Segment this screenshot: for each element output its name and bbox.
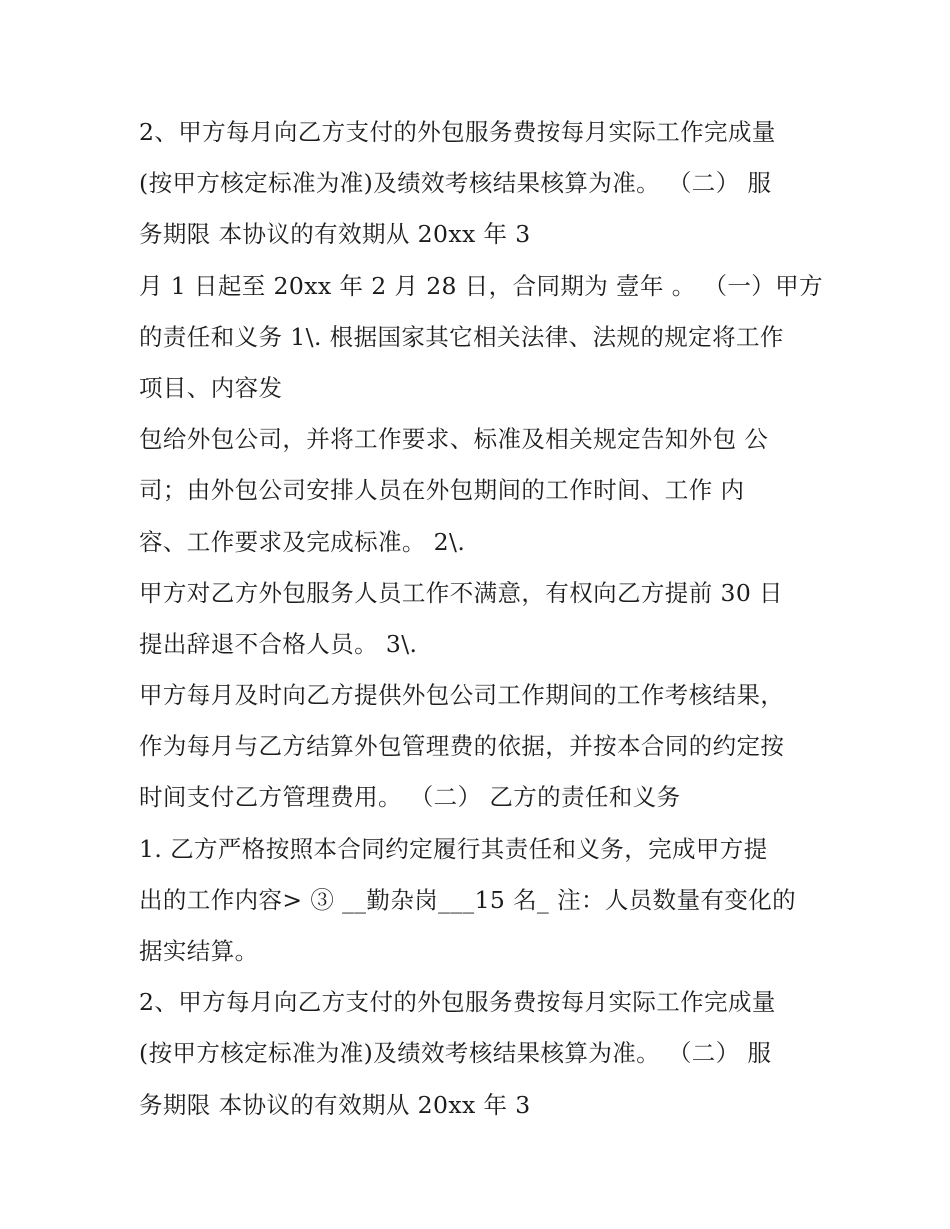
text-line: 项目、内容发	[139, 373, 283, 402]
text-line: 甲方每月及时向乙方提供外包公司工作期间的工作考核结果，	[139, 681, 785, 710]
document-body	[139, 107, 829, 1131]
text-line: (按甲方核定标准为准)及绩效考核结果核算为准。 （二） 服	[139, 1039, 772, 1068]
text-line: 包给外包公司，并将工作要求、标准及相关规定告知外包 公	[139, 425, 769, 454]
text-line: 甲方对乙方外包服务人员工作不满意，有权向乙方提前 30 日	[139, 578, 783, 607]
text-line: 据实结算。	[139, 937, 259, 965]
text-line: (按甲方核定标准为准)及绩效考核结果核算为准。 （二） 服	[139, 169, 772, 198]
text-line: 1. 乙方严格按照本合同约定履行其责任和义务，完成甲方提	[139, 834, 768, 863]
text-line: 务期限 本协议的有效期从 20xx 年 3	[139, 220, 531, 249]
text-line: 作为每月与乙方结算外包管理费的依据，并按本合同的约定按	[139, 732, 785, 761]
text-line: 提出辞退不合格人员。 3\.	[139, 629, 418, 658]
text-line: 2、甲方每月向乙方支付的外包服务费按每月实际工作完成量	[139, 118, 776, 146]
text-line: 月 1 日起至 20xx 年 2 月 28 日，合同期为 壹年 。 （一）甲方	[139, 271, 823, 300]
text-line: 务期限 本协议的有效期从 20xx 年 3	[139, 1090, 531, 1119]
text-line: 司；由外包公司安排人员在外包期间的工作时间、工作 内	[139, 476, 745, 505]
text-line: 出的工作内容> ③ __勤杂岗___15 名_ 注：人员数量有变化的	[139, 885, 797, 914]
text-line: 时间支付乙方管理费用。 （二） 乙方的责任和义务	[139, 783, 681, 812]
text-line: 2、甲方每月向乙方支付的外包服务费按每月实际工作完成量	[139, 988, 776, 1017]
text-line: 的责任和义务 1\. 根据国家其它相关法律、法规的规定将工作	[139, 322, 784, 351]
text-line: 容、工作要求及完成标准。 2\.	[139, 527, 466, 556]
